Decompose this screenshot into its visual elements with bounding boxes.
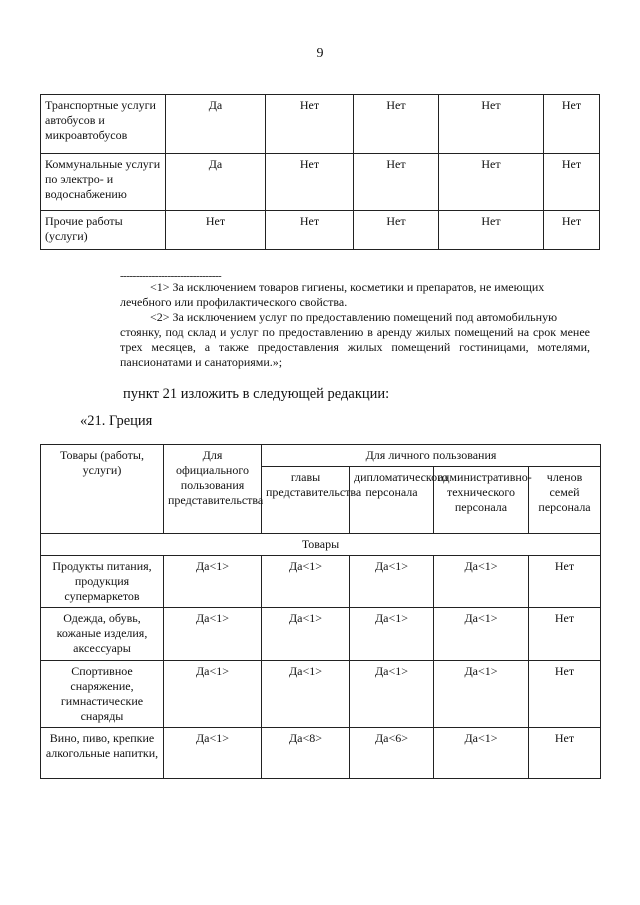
- header-official: Для официального пользования представительства: [164, 445, 262, 534]
- cell-value: Да<1>: [262, 608, 350, 661]
- cell-value: Нет: [266, 211, 354, 250]
- cell-value: Да<6>: [350, 728, 434, 779]
- header-diplomatic: дипломатического персонала: [350, 467, 434, 534]
- cell-value: Нет: [439, 211, 544, 250]
- goods-section-label: Товары: [41, 534, 601, 556]
- table-header-row: [41, 445, 601, 467]
- footnote-2-rest: стоянку, под склад и услуг по предоставлению в аренду жилых помещений на срок менее трех месяцев, а также предоставления жилых помещений гостиницами, мотелями, пансионатами и санаториями.»;: [120, 325, 590, 369]
- cell-value: Да<1>: [350, 608, 434, 661]
- cell-value: Нет: [354, 154, 439, 211]
- cell-value: Нет: [529, 728, 601, 779]
- cell-value: Да: [166, 154, 266, 211]
- cell-value: Да<1>: [164, 728, 262, 779]
- header-heads: главы представительства: [262, 467, 350, 534]
- row-name: Вино, пиво, крепкие алкогольные напитки,: [41, 728, 164, 779]
- footnote-separator: --------------------------------: [120, 270, 222, 282]
- header-family: членов семей персонала: [529, 467, 601, 534]
- table-row: [41, 211, 600, 250]
- cell-value: Нет: [439, 154, 544, 211]
- cell-value: Да<1>: [434, 556, 529, 608]
- continuation-table: [40, 94, 600, 250]
- row-name: Спортивное снаряжение, гимнастические снаряды: [41, 661, 164, 728]
- cell-value: Да<1>: [164, 556, 262, 608]
- greece-table: [40, 444, 601, 779]
- cell-value: Нет: [529, 661, 601, 728]
- row-name: Прочие работы (услуги): [41, 211, 166, 250]
- cell-value: Да: [166, 95, 266, 154]
- table-row: [41, 95, 600, 154]
- cell-value: Да<1>: [164, 661, 262, 728]
- cell-value: Нет: [544, 211, 600, 250]
- cell-value: Да<1>: [164, 608, 262, 661]
- cell-value: Нет: [544, 95, 600, 154]
- table-row: [41, 556, 601, 608]
- table-row: [41, 661, 601, 728]
- cell-value: Нет: [266, 154, 354, 211]
- cell-value: Да<8>: [262, 728, 350, 779]
- cell-value: Да<1>: [350, 556, 434, 608]
- row-name: Продукты питания, продукция супермаркетов: [41, 556, 164, 608]
- cell-value: Нет: [266, 95, 354, 154]
- footnote-2-first-line: <2> За исключением услуг по предоставлению помещений под автомобильную: [150, 310, 558, 324]
- row-name: Одежда, обувь, кожаные изделия, аксессуары: [41, 608, 164, 661]
- cell-value: Да<1>: [434, 728, 529, 779]
- page-number: 9: [316, 46, 324, 61]
- cell-value: Нет: [439, 95, 544, 154]
- cell-value: Нет: [529, 608, 601, 661]
- table-row: [41, 154, 600, 211]
- header-goods: Товары (работы, услуги): [41, 445, 164, 534]
- header-personal: Для личного пользования: [262, 445, 601, 467]
- cell-value: Да<1>: [350, 661, 434, 728]
- cell-value: Да<1>: [434, 608, 529, 661]
- section-row: [41, 534, 601, 556]
- header-admin: административно-технического персонала: [434, 467, 529, 534]
- cell-value: Да<1>: [434, 661, 529, 728]
- table-row: [41, 608, 601, 661]
- table-row: [41, 728, 601, 779]
- footnote-1-rest: лечебного или профилактического свойства.: [120, 295, 348, 309]
- amendment-instruction: пункт 21 изложить в следующей редакции:: [123, 386, 390, 402]
- footnote-1-first-line: <1> За исключением товаров гигиены, косметики и препаратов, не имеющих: [150, 280, 545, 294]
- section-title: «21. Греция: [80, 413, 153, 429]
- row-name: Коммунальные услуги по электро- и водоснабжению: [41, 154, 166, 211]
- cell-value: Нет: [354, 211, 439, 250]
- cell-value: Да<1>: [262, 661, 350, 728]
- cell-value: Да<1>: [262, 556, 350, 608]
- cell-value: Нет: [166, 211, 266, 250]
- cell-value: Нет: [354, 95, 439, 154]
- row-name: Транспортные услуги автобусов и микроавтобусов: [41, 95, 166, 154]
- cell-value: Нет: [544, 154, 600, 211]
- cell-value: Нет: [529, 556, 601, 608]
